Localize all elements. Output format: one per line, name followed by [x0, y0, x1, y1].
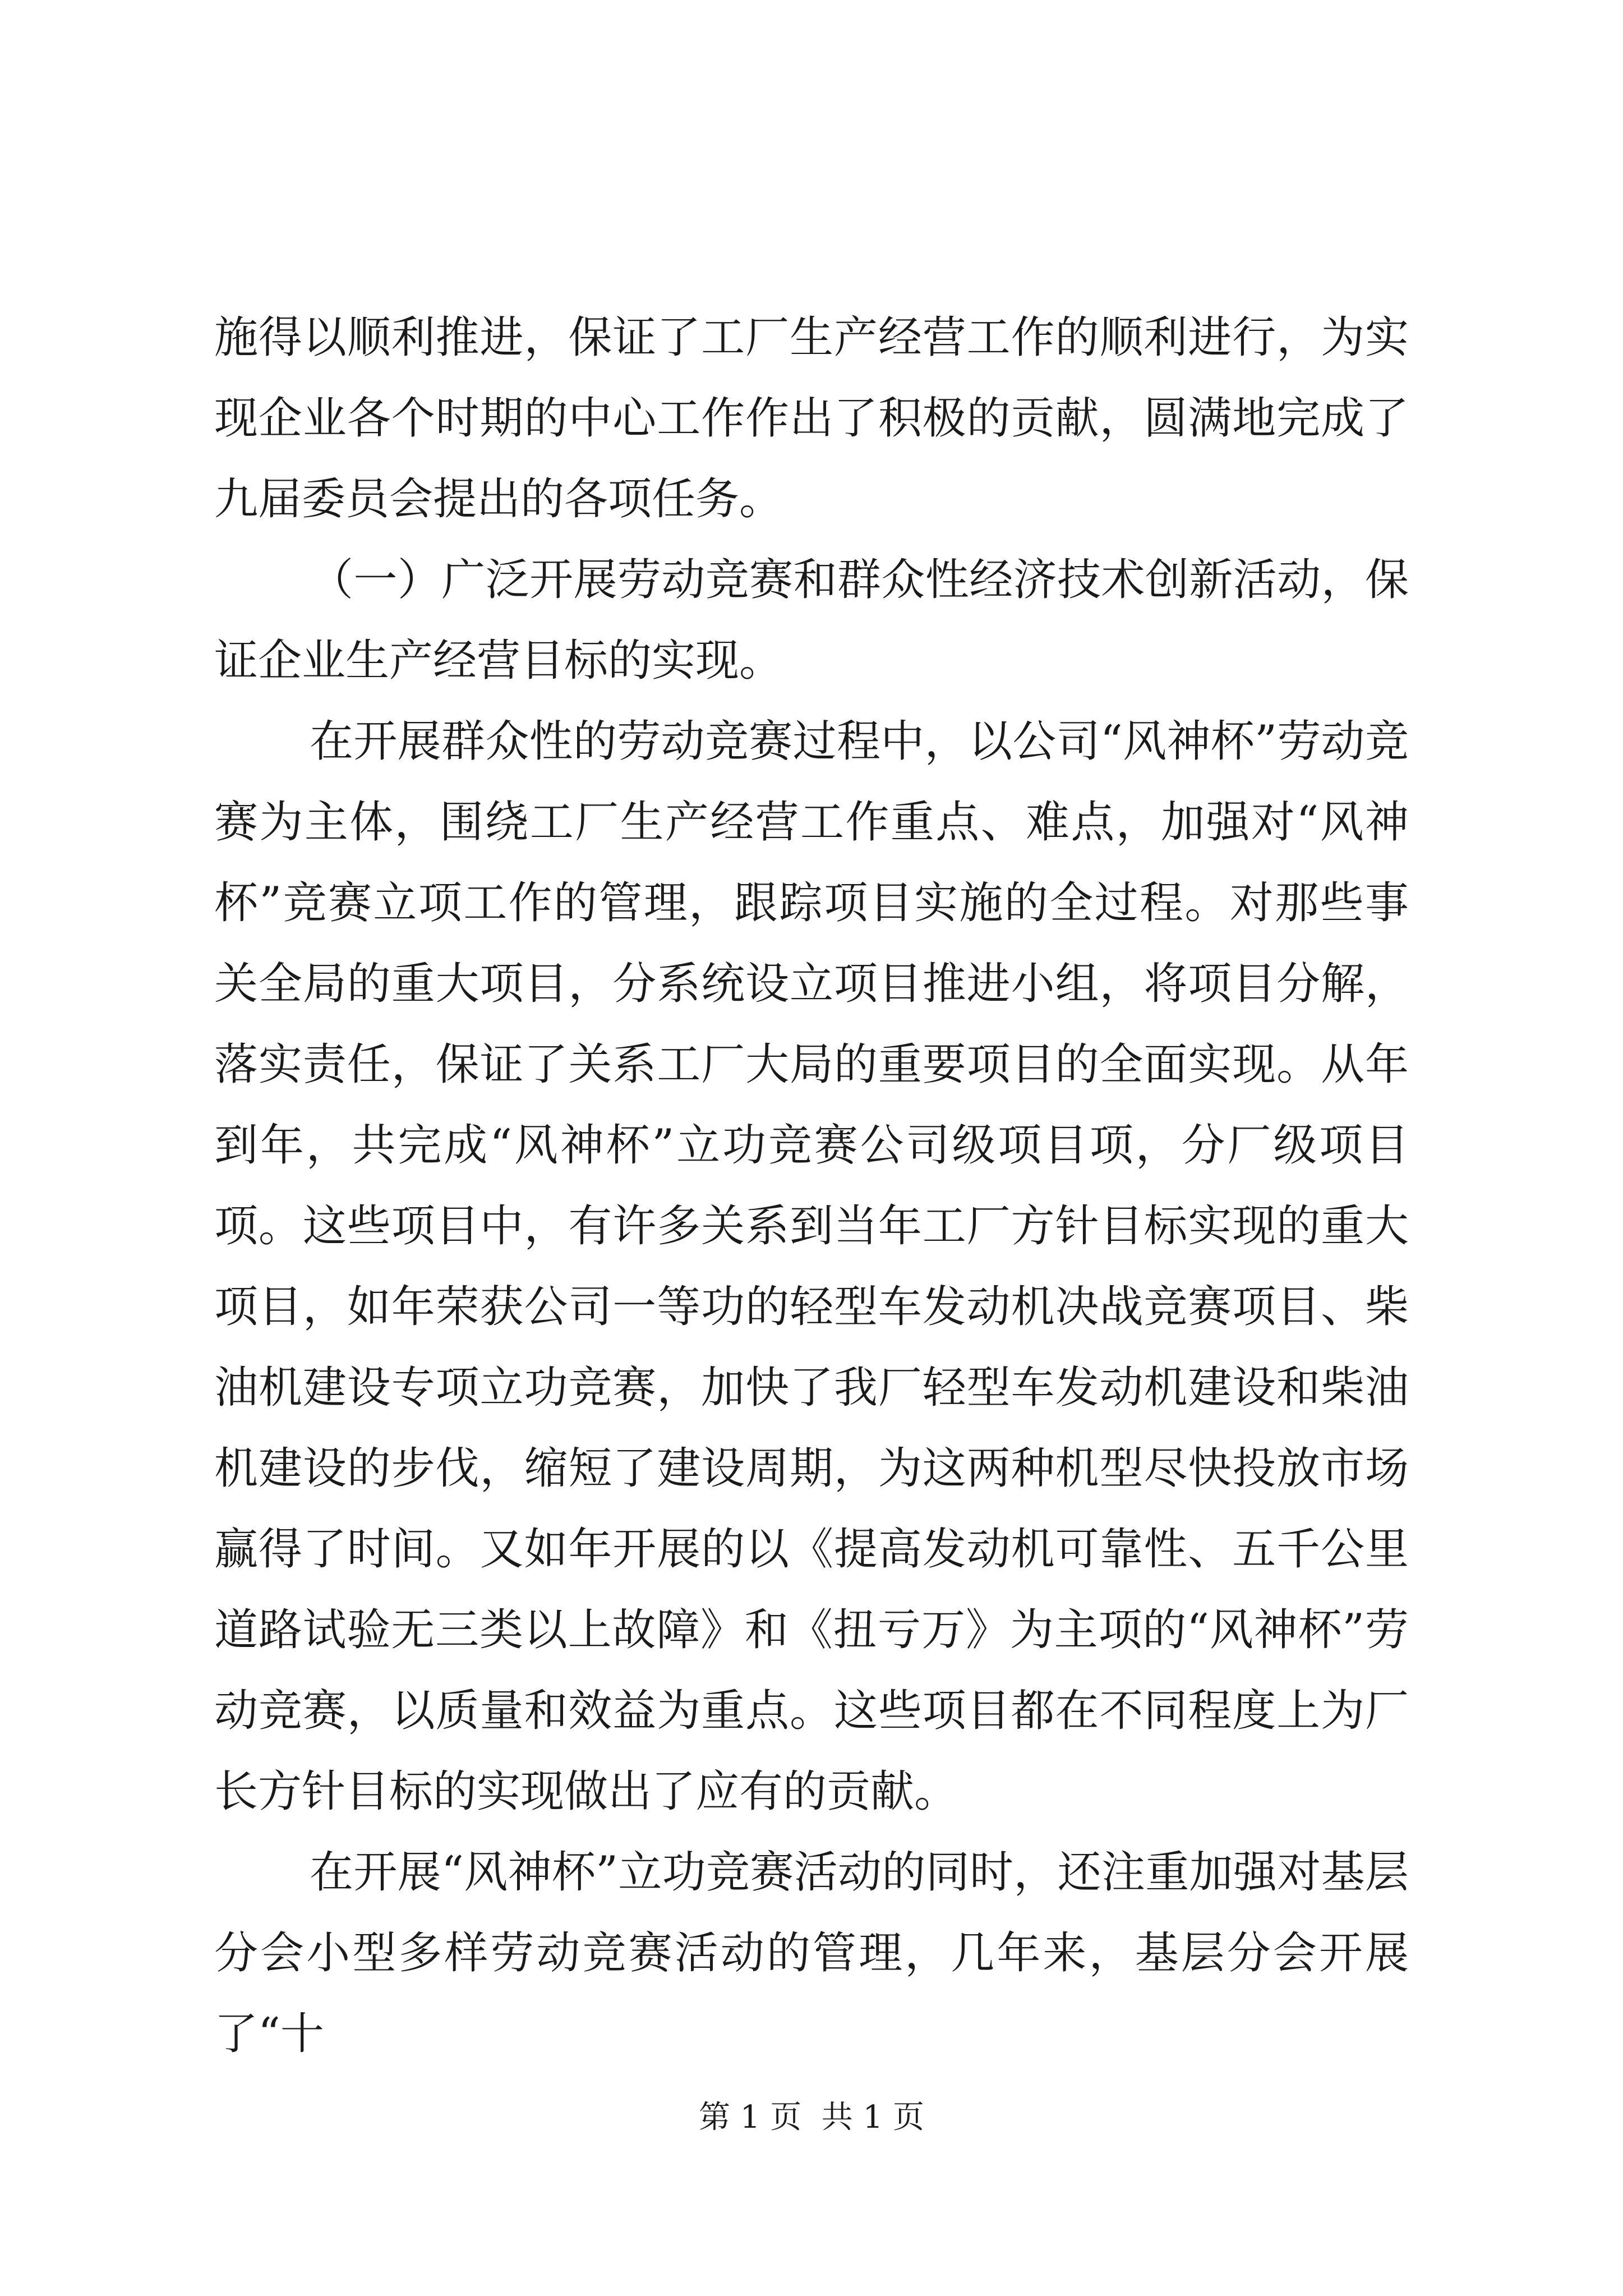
paragraph-section-heading: （一）广泛开展劳动竞赛和群众性经济技术创新活动，保证企业生产经营目标的实现。 [214, 555, 1409, 686]
page-footer [0, 2095, 1623, 2140]
document-body [214, 297, 1409, 2074]
page-number: 第 1 页 共 1 页 [698, 2099, 925, 2136]
paragraph-labor-competition: 在开展群众性的劳动竞赛过程中，以公司“风神杯”劳动竞赛为主体，围绕工厂生产经营工作重点、难点，加强对“风神杯”竞赛立项工作的管理，跟踪项目实施的全过程。对那些事关全局的重大项目，分系统设立项目推进小组，将项目分解，落实责任，保证了关系工厂大局的重要项目的全面实现。从年到年，共完成“风神杯”立功竞赛公司级项目项，分厂级项目项。这些项目中，有许多关系到当年工厂方针目标实现的重大项目，如年荣获公司一等功的轻型车发动机决战竞赛项目、柴油机建设专项立功竞赛，加快了我厂轻型车发动机建设和柴油机建设的步伐，缩短了建设周期，为这两种机型尽快投放市场赢得了时间。又如年开展的以《提高发动机可靠性、五千公里道路试验无三类以上故障》和《扭亏万》为主项的“风神杯”劳动竞赛，以质量和效益为重点。这些项目都在不同程度上为厂长方针目标的实现做出了应有的贡献。 [214, 716, 1409, 1817]
paragraph-continuation: 施得以顺利推进，保证了工厂生产经营工作的顺利进行，为实现企业各个时期的中心工作作出了积极的贡献，圆满地完成了九届委员会提出的各项任务。 [214, 312, 1409, 524]
paragraph-grassroots-activities: 在开展“风神杯”立功竞赛活动的同时，还注重加强对基层分会小型多样劳动竞赛活动的管理，几年来，基层分会开展了“十 [214, 1847, 1409, 2059]
